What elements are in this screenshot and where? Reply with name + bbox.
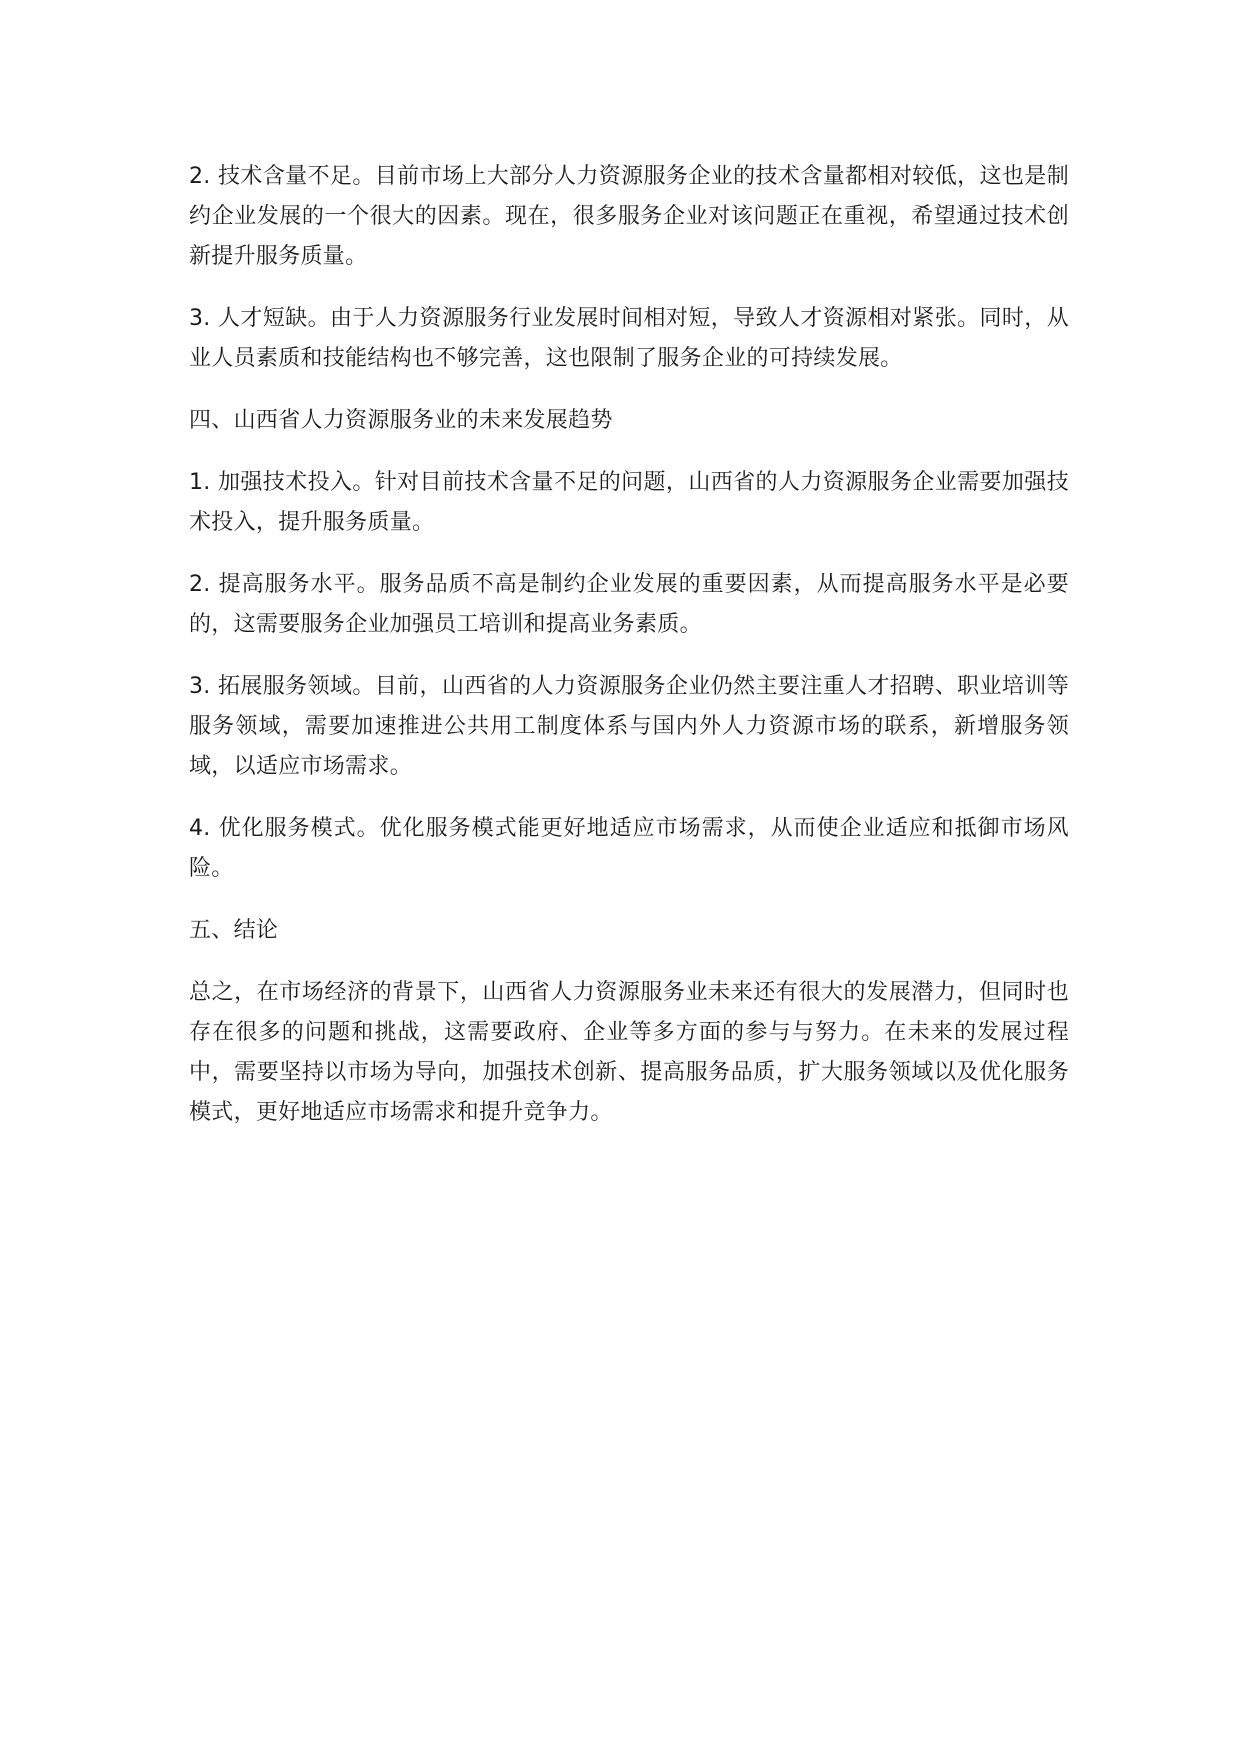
paragraph-improve-service-level: 2. 提高服务水平。服务品质不高是制约企业发展的重要因素，从而提高服务水平是必要的，这需要服务企业加强员工培训和提高业务素质。 xyxy=(189,572,1069,637)
paragraph-strengthen-tech-investment: 1. 加强技术投入。针对目前技术含量不足的问题，山西省的人力资源服务企业需要加强技术投入，提升服务质量。 xyxy=(189,470,1069,535)
section-heading-future-trends: 四、山西省人力资源服务业的未来发展趋势 xyxy=(189,408,613,433)
paragraph-conclusion: 总之，在市场经济的背景下，山西省人力资源服务业未来还有很大的发展潜力，但同时也存在很多的问题和挑战，这需要政府、企业等多方面的参与与努力。在未来的发展过程中，需要坚持以市场为导向，加强技术创新、提高服务品质，扩大服务领域以及优化服务模式，更好地适应市场需求和提升竞争力。 xyxy=(189,980,1069,1125)
paragraph-talent-shortage: 3. 人才短缺。由于人力资源服务行业发展时间相对短，导致人才资源相对紧张。同时，从业人员素质和技能结构也不够完善，这也限制了服务企业的可持续发展。 xyxy=(189,306,1069,371)
paragraph-expand-service-areas: 3. 拓展服务领域。目前，山西省的人力资源服务企业仍然主要注重人才招聘、职业培训等服务领域，需要加速推进公共用工制度体系与国内外人力资源市场的联系，新增服务领域，以适应市场需求。 xyxy=(189,674,1069,779)
paragraph-tech-content-shortage: 2. 技术含量不足。目前市场上大部分人力资源服务企业的技术含量都相对较低，这也是制约企业发展的一个很大的因素。现在，很多服务企业对该问题正在重视，希望通过技术创新提升服务质量。 xyxy=(189,164,1069,269)
document-body xyxy=(189,157,1069,1155)
section-heading-conclusion: 五、结论 xyxy=(189,918,279,943)
paragraph-optimize-service-model: 4. 优化服务模式。优化服务模式能更好地适应市场需求，从而使企业适应和抵御市场风险。 xyxy=(189,816,1069,881)
